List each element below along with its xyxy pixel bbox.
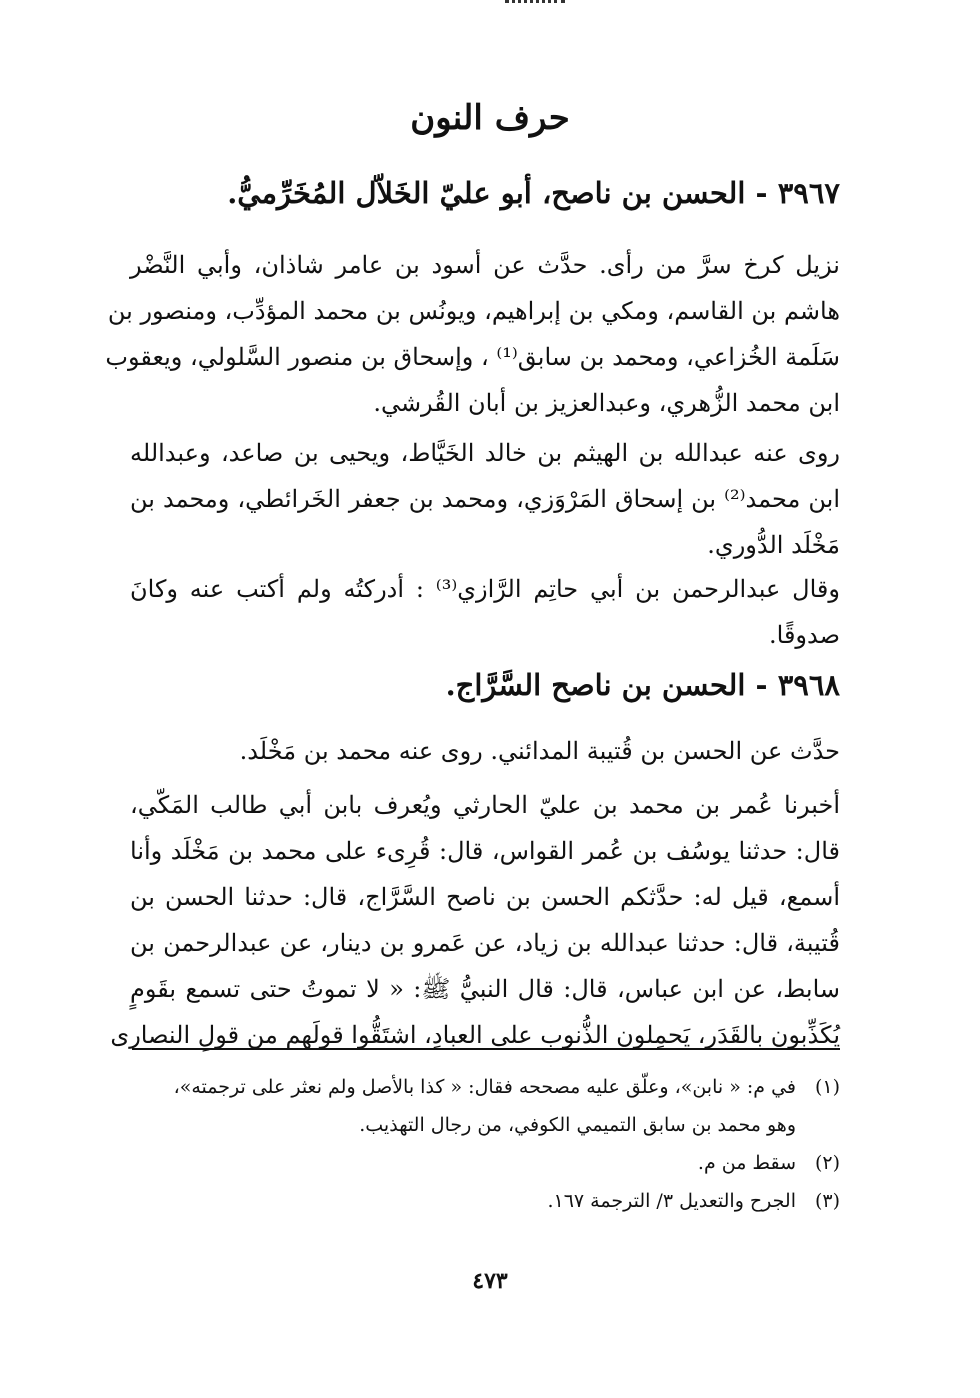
footnote-number: (٢): [814, 1152, 840, 1174]
entry-3968-paragraph-2: [110, 782, 840, 1058]
text-line: حدَّث عن الحسن بن قُتيبة المدائني. روى عنه محمد بن مَخْلَد.: [239, 737, 840, 765]
entry-3967-paragraph-3: [130, 566, 840, 658]
top-page-mark: [505, 0, 565, 11]
text-line: ابن محمد⁽²⁾ بن إسحاق المَرْوَزي، ومحمد بن جعفر الخَرائطي، ومحمد بن: [130, 485, 841, 513]
text-line: أسمع، قيل له: حدَّثكم الحسن بن ناصح السَّرَّاج، قال: حدثنا الحسن بن: [130, 883, 840, 911]
footnote-text: الجرح والتعديل ٣/ الترجمة ١٦٧.: [547, 1190, 796, 1212]
page-number: ٤٧٣: [472, 1268, 508, 1294]
text-line: صدوقًا.: [769, 621, 840, 649]
text-line: مَخْلَد الدُّوري.: [707, 531, 840, 559]
footnote-1: [130, 1068, 840, 1106]
footnotes: [130, 1068, 840, 1220]
text-line: هاشم بن القاسم، ومكي بن إبراهيم، ويونُس بن محمد المؤدِّب، ومنصور بن: [107, 297, 840, 325]
entry-3967-paragraph-1: [105, 242, 840, 426]
footnote-text: في م: « نابن»، وعلّق عليه مصححه فقال: « كذا بالأصل ولم نعثر على ترجمته»،: [173, 1076, 796, 1098]
text-line: سابط، عن ابن عباس، قال: قال النبيُّ ﷺ: « لا تموتُ حتى تسمع بقَومٍ: [130, 975, 840, 1003]
text-line: قال: حدثنا يوسُف بن عُمر القواس، قال: قُرِىء على محمد بن مَخْلَد وأنا: [130, 837, 840, 865]
text-line: سَلَمة الخُزاعي، ومحمد بن سابق⁽¹⁾ ، وإسحاق بن منصور السَّلولي، ويعقوب: [105, 343, 840, 371]
text-line: يُكَذِّبون بالقَدَر، يَحمِلون الذُّنوب على العبادِ، اشتَقُّوا قولَهم من قولِ النصارى: [110, 1021, 840, 1049]
text-line: ابن محمد الزُّهري، وعبدالعزيز بن أبان القُرشي.: [373, 389, 840, 417]
entry-3968-paragraph-1: [130, 728, 840, 774]
text-line: نزيل كرخ سرَّ من رأى. حدَّث عن أسود بن عامر شاذان، وأبي النَّضْر: [130, 251, 840, 279]
text-line: روى عنه عبدالله بن الهيثم بن خالد الخَيَّاط، ويحيى بن صاعد، وعبدالله: [130, 439, 840, 467]
footnote-text: سقط من م.: [697, 1152, 796, 1174]
footnote-number: (١): [814, 1076, 840, 1098]
footnote-1-continuation: وهو محمد بن سابق التميمي الكوفي، من رجال التهذيب.: [359, 1114, 796, 1136]
section-title: حرف النون: [410, 98, 570, 138]
text-line: وقال عبدالرحمن بن أبي حاتِم الرَّازي⁽³⁾ : أدركتُه ولم أكتب عنه وكانَ: [130, 575, 840, 603]
footnote-2: [130, 1144, 840, 1182]
entry-3967-paragraph-2: [130, 430, 840, 568]
text-line: أخبرنا عُمر بن محمد بن عليّ الحارثي ويُعرف بابن أبي طالب المَكّي،: [130, 791, 840, 819]
entry-heading-3967: ٣٩٦٧ - الحسن بن ناصح، أبو عليّ الخَلاّل المُخَرِّميُّ.: [227, 176, 840, 210]
footnote-divider: [132, 1048, 840, 1050]
footnote-number: (٣): [814, 1190, 840, 1212]
footnote-3: [130, 1182, 840, 1220]
entry-heading-3968: ٣٩٦٨ - الحسن بن ناصح السَّرَّاج.: [445, 668, 840, 702]
text-line: قُتيبة، قال: حدثنا عبدالله بن زياد، عن عَمرو بن دينار، عن عبدالرحمن بن: [130, 929, 840, 957]
